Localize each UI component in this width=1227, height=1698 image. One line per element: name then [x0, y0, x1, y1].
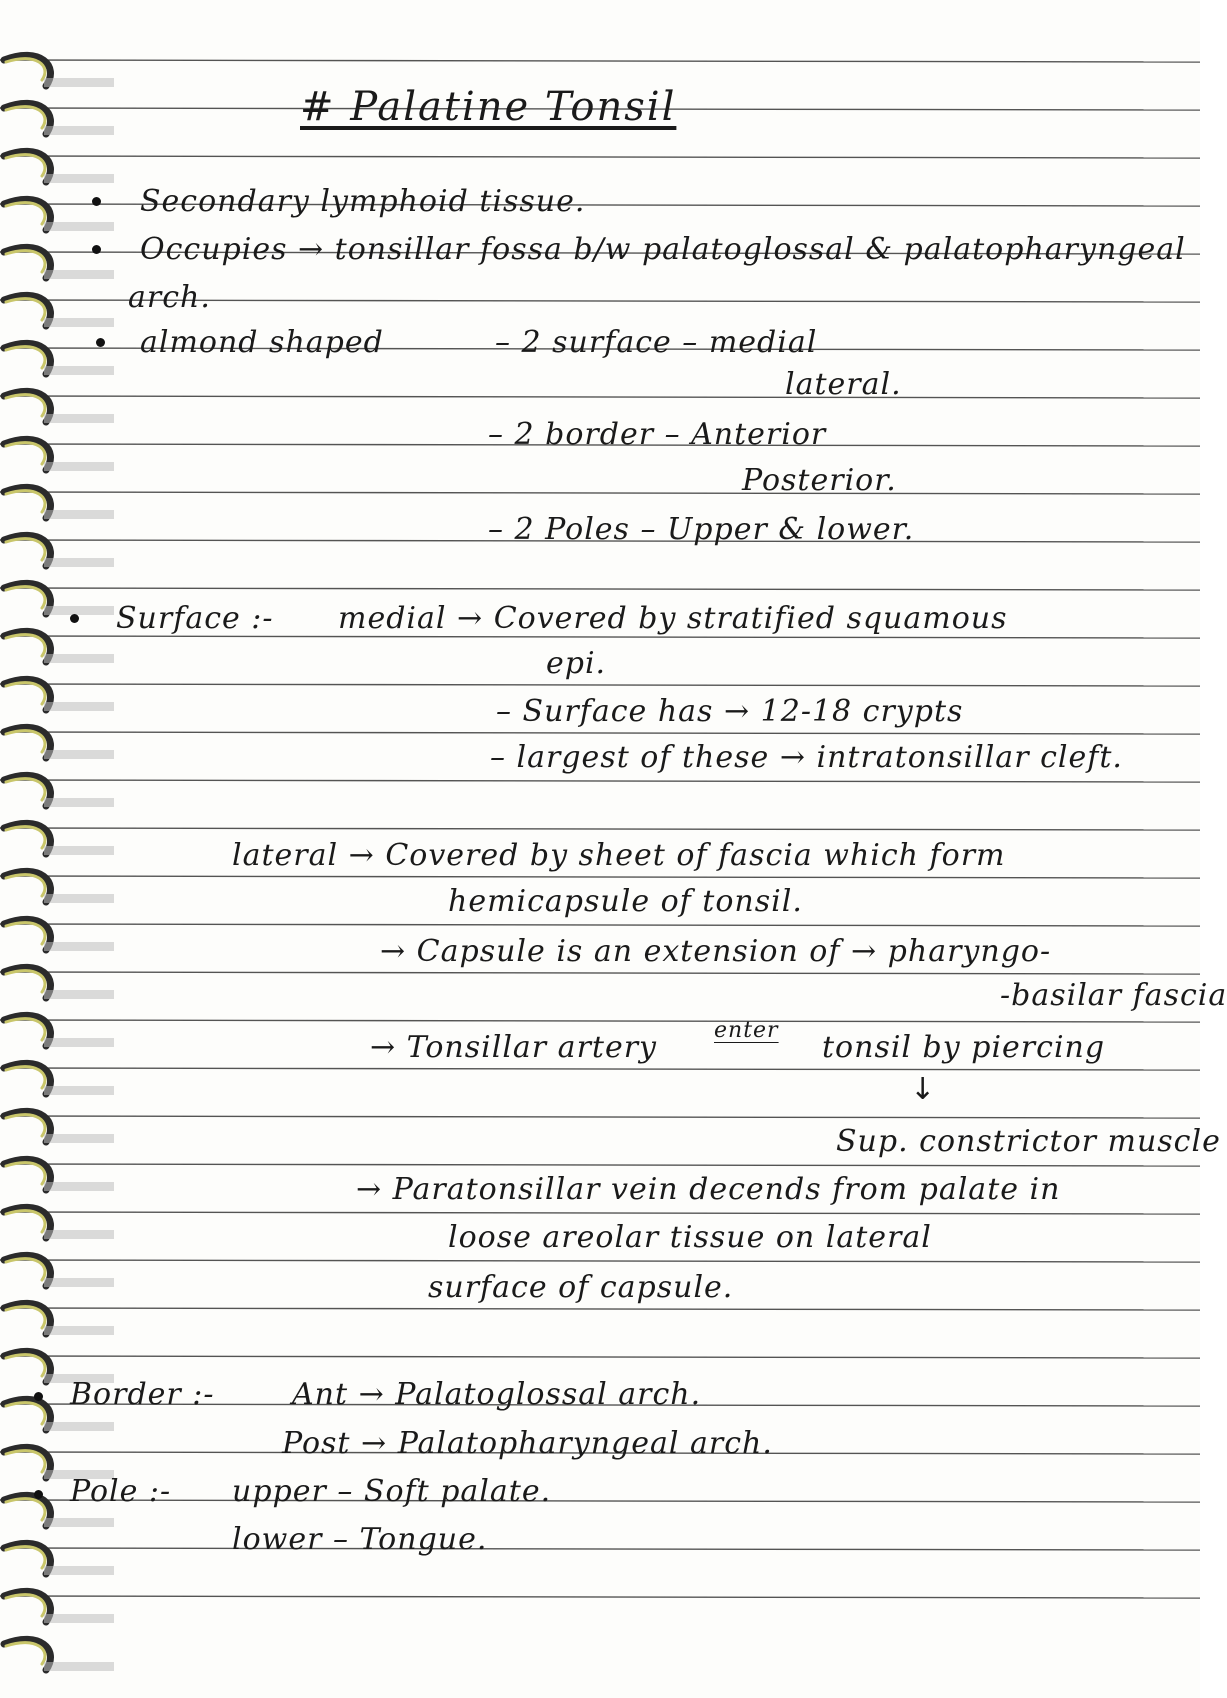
spiral-ring-shadow: [44, 462, 114, 471]
ruled-line: [0, 396, 1200, 398]
intro-poles: – 2 Poles – Upper & lower.: [488, 512, 915, 547]
spiral-ring-highlight: [6, 1643, 45, 1664]
surface-medial-1: medial → Covered by stratified squamous: [338, 601, 1008, 636]
spiral-ring-shadow: [44, 702, 114, 711]
spiral-ring-highlight: [6, 1307, 45, 1328]
intro-line-1: Secondary lymphoid tissue.: [140, 184, 586, 219]
bullet-point: [92, 197, 101, 206]
spiral-ring-shadow: [44, 846, 114, 855]
ruled-line: [0, 156, 1200, 158]
spiral-ring-shadow: [44, 1278, 114, 1287]
ruled-line: [0, 1356, 1200, 1358]
spiral-ring-shadow: [44, 174, 114, 183]
spiral-ring-highlight: [6, 827, 45, 848]
spiral-ring-shadow: [44, 942, 114, 951]
intro-surface: – 2 surface – medial: [495, 325, 818, 360]
spiral-ring-highlight: [6, 443, 45, 464]
ruled-line: [0, 972, 1200, 974]
intro-line-2-cont: arch.: [128, 280, 211, 315]
spiral-ring-highlight: [6, 347, 45, 368]
surface-lateral-2: hemicapsule of tonsil.: [448, 884, 803, 919]
surface-lateral-9: surface of capsule.: [428, 1270, 734, 1305]
ruled-line: [0, 492, 1200, 494]
spiral-ring-shadow: [44, 1662, 114, 1671]
spiral-ring-highlight: [6, 1547, 45, 1568]
ruled-line: [0, 1212, 1200, 1214]
bullet-point: [34, 1392, 43, 1401]
spiral-ring-shadow: [44, 654, 114, 663]
border-label: Border :-: [70, 1377, 215, 1412]
spiral-binding: [0, 0, 130, 1698]
bullet-point: [70, 614, 79, 623]
spiral-ring-highlight: [6, 395, 45, 416]
ruled-line: [0, 636, 1200, 638]
pole-lower: lower – Tongue.: [232, 1522, 488, 1557]
spiral-ring-highlight: [6, 1259, 45, 1280]
surface-lateral-enter: enter: [714, 1018, 779, 1043]
spiral-ring-highlight: [6, 251, 45, 272]
spiral-ring-shadow: [44, 1038, 114, 1047]
pole-label: Pole :-: [70, 1474, 172, 1509]
spiral-ring-shadow: [44, 798, 114, 807]
intro-surface-lateral: lateral.: [785, 367, 902, 402]
surface-lateral-8: loose areolar tissue on lateral: [448, 1220, 932, 1255]
ruled-line: [0, 732, 1200, 734]
page-title: # Palatine Tonsil: [300, 84, 677, 130]
ruled-line: [0, 828, 1200, 830]
spiral-ring-highlight: [6, 923, 45, 944]
spiral-ring-highlight: [6, 683, 45, 704]
ruled-line: [0, 924, 1200, 926]
ruled-line: [0, 1548, 1200, 1550]
surface-lateral-4: -basilar fascia: [1000, 978, 1227, 1013]
spiral-ring-highlight: [6, 1451, 45, 1472]
spiral-ring-shadow: [44, 606, 114, 615]
spiral-ring-shadow: [44, 1086, 114, 1095]
spiral-ring-highlight: [6, 59, 45, 80]
spiral-ring-highlight: [6, 971, 45, 992]
ruled-line: [0, 1596, 1200, 1598]
spiral-ring-highlight: [6, 731, 45, 752]
surface-lateral-6: Sup. constrictor muscle: [836, 1124, 1221, 1159]
surface-lateral-7: → Paratonsillar vein decends from palate in: [356, 1172, 1061, 1207]
ruled-line: [0, 876, 1200, 878]
intro-line-2: Occupies → tonsillar fossa b/w palatoglossal & palatopharyngeal: [140, 232, 1186, 267]
spiral-ring-shadow: [44, 1518, 114, 1527]
ruled-line: [0, 1020, 1200, 1022]
intro-border: – 2 border – Anterior: [488, 417, 827, 452]
surface-lateral-5-rest: tonsil by piercing: [822, 1030, 1106, 1065]
bullet-point: [96, 338, 105, 347]
ruled-line: [0, 780, 1200, 782]
spiral-ring-highlight: [6, 203, 45, 224]
pole-upper: upper – Soft palate.: [232, 1474, 552, 1509]
ruled-line: [0, 1308, 1200, 1310]
spiral-ring-shadow: [44, 366, 114, 375]
ruled-line: [0, 588, 1200, 590]
border-post: Post → Palatopharyngeal arch.: [282, 1426, 773, 1461]
spiral-ring-highlight: [6, 779, 45, 800]
surface-lateral-3: → Capsule is an extension of → pharyngo-: [380, 934, 1052, 969]
spiral-ring-highlight: [6, 1403, 45, 1424]
spiral-ring-highlight: [6, 1067, 45, 1088]
ruled-line: [0, 1116, 1200, 1118]
spiral-ring-shadow: [44, 270, 114, 279]
spiral-ring-highlight: [6, 1595, 45, 1616]
spiral-ring-shadow: [44, 558, 114, 567]
ruled-line: [0, 60, 1200, 62]
ruled-line: [0, 1164, 1200, 1166]
spiral-ring-shadow: [44, 1566, 114, 1575]
spiral-ring-highlight: [6, 587, 45, 608]
spiral-ring-shadow: [44, 894, 114, 903]
intro-shape: almond shaped: [140, 325, 384, 360]
bullet-point: [34, 1490, 43, 1499]
surface-label: Surface :-: [116, 601, 274, 636]
spiral-ring-highlight: [6, 299, 45, 320]
down-arrow-icon: ↓: [910, 1072, 936, 1107]
spiral-ring-highlight: [6, 539, 45, 560]
ruled-line: [0, 1500, 1200, 1502]
spiral-ring-highlight: [6, 635, 45, 656]
spiral-ring-highlight: [6, 1211, 45, 1232]
surface-lateral-5: → Tonsillar artery: [370, 1030, 658, 1065]
spiral-ring-highlight: [6, 491, 45, 512]
bullet-point: [92, 245, 101, 254]
border-ant: Ant → Palatoglossal arch.: [292, 1377, 702, 1412]
spiral-ring-shadow: [44, 126, 114, 135]
spiral-ring-shadow: [44, 750, 114, 759]
spiral-ring-shadow: [44, 1614, 114, 1623]
spiral-ring-highlight: [6, 1019, 45, 1040]
surface-medial-2: epi.: [546, 646, 607, 681]
ruled-line: [0, 1260, 1200, 1262]
spiral-ring-shadow: [44, 222, 114, 231]
spiral-ring-highlight: [6, 107, 45, 128]
spiral-ring-shadow: [44, 1182, 114, 1191]
spiral-ring-shadow: [44, 414, 114, 423]
spiral-ring-highlight: [6, 1163, 45, 1184]
spiral-ring-highlight: [6, 1499, 45, 1520]
spiral-ring-highlight: [6, 875, 45, 896]
spiral-ring-shadow: [44, 1134, 114, 1143]
spiral-ring-highlight: [6, 1355, 45, 1376]
spiral-ring-shadow: [44, 78, 114, 87]
spiral-ring-shadow: [44, 510, 114, 519]
surface-lateral-1: lateral → Covered by sheet of fascia which form: [232, 838, 1006, 873]
spiral-ring-highlight: [6, 155, 45, 176]
ruled-line: [0, 684, 1200, 686]
spiral-ring-shadow: [44, 990, 114, 999]
ruled-line: [0, 1068, 1200, 1070]
spiral-ring-shadow: [44, 1422, 114, 1431]
surface-medial-3: – Surface has → 12-18 crypts: [496, 694, 964, 729]
spiral-ring-shadow: [44, 318, 114, 327]
spiral-ring-highlight: [6, 1115, 45, 1136]
spiral-ring-shadow: [44, 1326, 114, 1335]
spiral-ring-shadow: [44, 1230, 114, 1239]
surface-medial-4: – largest of these → intratonsillar cleft.: [490, 740, 1123, 775]
intro-border-posterior: Posterior.: [742, 463, 897, 498]
